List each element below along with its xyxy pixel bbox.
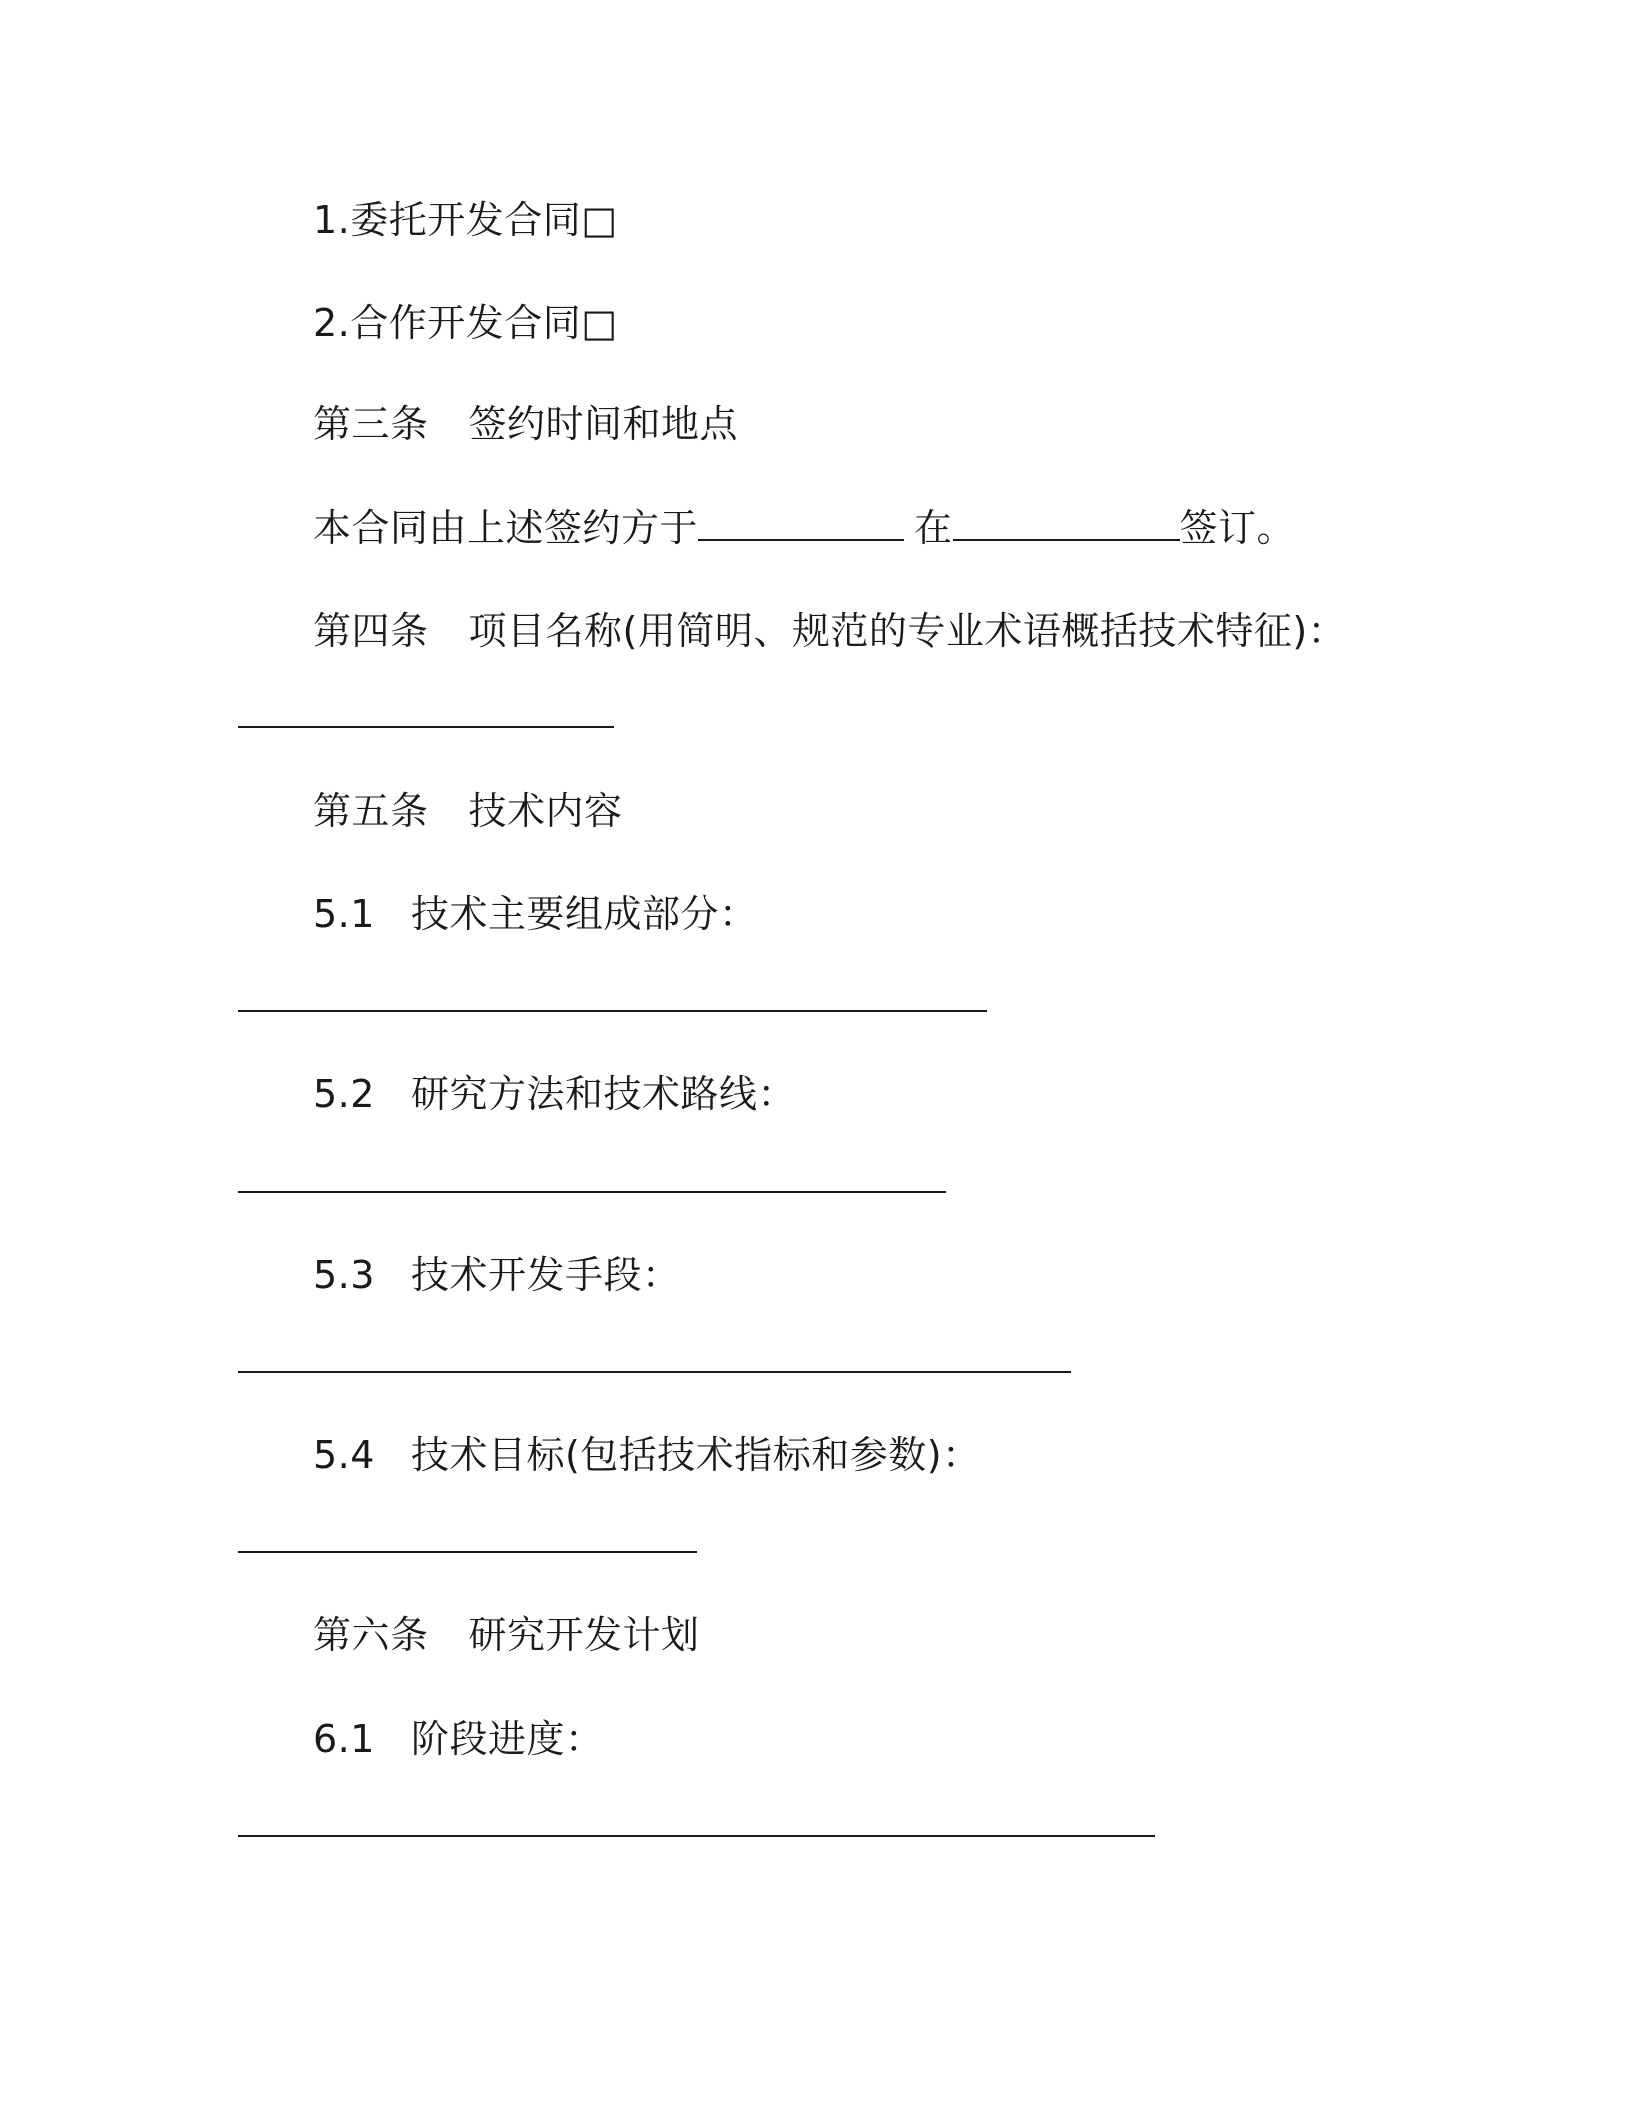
section-5-1-heading (313, 890, 757, 938)
section-5-2-heading (313, 1070, 796, 1118)
article-title: 签约时间和地点 (468, 402, 739, 446)
article-5-heading (313, 787, 623, 835)
sentence-text: 本合同由上述签约方于 (313, 506, 699, 550)
section-number: 5.4 (313, 1433, 375, 1477)
article-title: 项目名称(用简明、规范的专业术语概括技术特征)： (468, 609, 1347, 653)
article-4-heading (313, 607, 1346, 655)
section-number: 6.1 (313, 1717, 375, 1761)
section-title: 研究方法和技术路线： (410, 1072, 796, 1116)
date-blank (698, 505, 904, 541)
option-commissioned-development (313, 196, 618, 244)
signing-sentence (313, 504, 1295, 552)
section-number: 5.3 (313, 1253, 375, 1297)
fill-in-line (238, 1835, 1155, 1837)
fill-in-line (238, 1191, 946, 1193)
fill-in-line (238, 1551, 697, 1553)
section-title: 技术目标(包括技术指标和参数)： (410, 1433, 981, 1477)
option-text: 2.合作开发合同□ (313, 301, 618, 345)
fill-in-line (238, 726, 614, 728)
option-cooperative-development (313, 299, 618, 347)
article-6-heading (313, 1611, 700, 1659)
sentence-text: 签订。 (1179, 506, 1296, 550)
section-title: 技术开发手段： (410, 1253, 681, 1297)
article-number: 第六条 (313, 1613, 429, 1657)
section-title: 技术主要组成部分： (410, 892, 758, 936)
option-text: 1.委托开发合同□ (313, 198, 618, 242)
article-number: 第五条 (313, 789, 429, 833)
section-5-4-heading (313, 1431, 981, 1479)
section-number: 5.1 (313, 892, 375, 936)
article-number: 第三条 (313, 402, 429, 446)
article-title: 技术内容 (468, 789, 623, 833)
article-3-heading (313, 400, 738, 448)
fill-in-line (238, 1010, 987, 1012)
section-title: 阶段进度： (410, 1717, 604, 1761)
section-5-3-heading (313, 1251, 680, 1299)
article-title: 研究开发计划 (468, 1613, 700, 1657)
place-blank (953, 505, 1180, 541)
article-number: 第四条 (313, 609, 429, 653)
sentence-text: 在 (914, 506, 953, 550)
section-6-1-heading (313, 1715, 603, 1763)
section-number: 5.2 (313, 1072, 375, 1116)
fill-in-line (238, 1371, 1071, 1373)
